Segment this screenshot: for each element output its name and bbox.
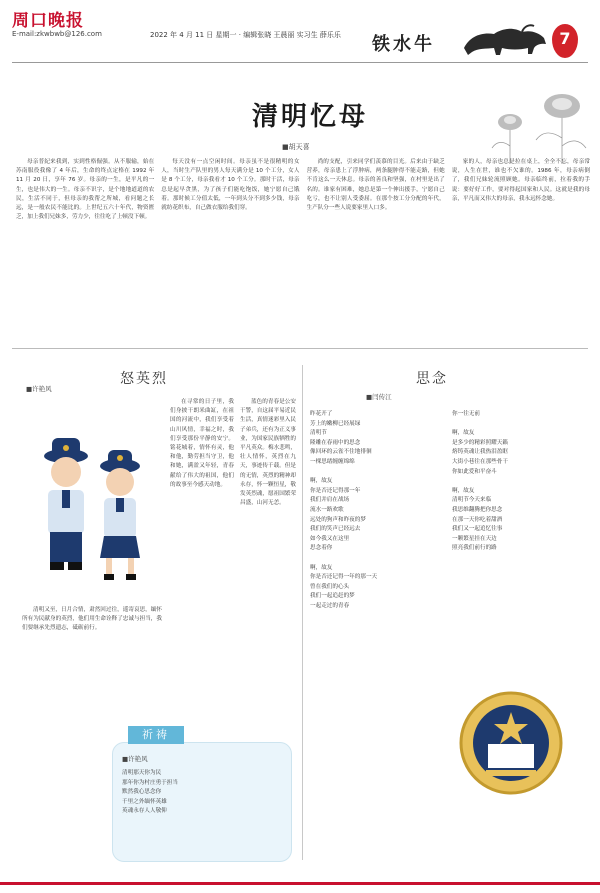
masthead-logo: 周口晚报	[12, 11, 84, 31]
prayer-title: 祈祷	[128, 726, 184, 744]
editor-email: E-mail:zkwbwb@126.com	[12, 30, 102, 38]
page-header	[0, 0, 600, 64]
article-column-1: 母亲普紀来我到，实到性格倔强。从不服输，始在苏南服役我像了 4 年后，生命的终点定格在 1992 年 11 月 20 日，享年 76 岁。母亲的一生，是平凡的一生，也是伟大的一生。母亲不识字，是个地地道道的农民，生活不同于，但母亲的我帮之所城，看问题之长远，是一般农民不能比的。上世纪五六十年代，物资匮乏，加上我们兄妹多，劳力少，往往吃了上顿没下顿。	[16, 159, 155, 221]
chrysanthemum-icon	[470, 68, 590, 168]
police-emblem-icon	[456, 688, 566, 798]
poem2-column-2: 你一往无前 啊，故友 是多少的精彩照耀天籁 熔铸英魂让我热泪盈眶 大街小巷往在那些骨干 你如此爱和平奋斗 啊，故友 清明节今天来临 我思维翻腾把你思念 在那一天你吃着甜酒 我们又一起追忆往事 一颗繁星挂在天边 照亮我们前行的路	[452, 411, 508, 552]
dateline: 2022 年 4 月 11 日 星期一 · 编辑张晓 王晨丽 实习生 薛乐乐	[150, 31, 341, 39]
poem2-byline: ■闫传江	[366, 393, 392, 401]
prayer-byline: ■许艳风	[122, 755, 148, 763]
poem1-column-2: 蓝色的青春是公安干警，自这届平易近民生活，真情迷彩里入民子弟兵，还有为正义事业，为国家民族牺牲的平凡英众。梅水悲鸣，壮人情怀，英烈在九天，事迹传千载。但是的无情，英烈的精神却永存，怀一颗恒星，敬发英烈魂，愿祖国繁荣昌盛，山河无恙。	[240, 399, 296, 507]
page-number-badge: 7	[552, 24, 578, 58]
column-divider	[302, 365, 303, 860]
article-column-3: 尚的支配，引来同学们羡慕的目光。后来由于缺乏营养，母亲患上了浮肿病，两条腿肿得不能走路，但她不肯这么一天休息。母亲的善良和坚强，在村里是出了名的。谁家有困难，她总是第一个伸出援手，宁愿自己吃亏，也不让别人受委屈。在那个按工分分配的年代，生产队分一些人说要家里人口多。	[306, 159, 445, 212]
prayer-text: 清明那天你为民 那年你为村庄勇于担当 默然我心思念你 千里之外缅怀英雄 英魂永存人人敬仰	[122, 770, 178, 815]
article-title: 清明忆母	[251, 102, 368, 132]
article-byline: ■胡天喜	[282, 143, 310, 151]
poem2-title: 思念	[416, 371, 448, 387]
bull-silhouette-icon	[460, 18, 550, 58]
section-title: 铁水牛	[372, 34, 435, 55]
header-divider	[12, 62, 588, 63]
poem1-byline: ■许艳风	[26, 385, 52, 393]
article-body	[16, 158, 590, 343]
poem1-column-1: 在寻常的日子里，我们身披干朗米曲缸，在祖国的河流中，我们享受着山川风情，幸福之时，我们享受那份平静的安宁。铭花城着，情怀有灵，他和他，勤劳担当守卫，他和她，满盈又年轻，青春献给了伟大的祖国，他们的故事至今感天动地。	[170, 399, 234, 488]
poem2-column-1: 昨花开了 芳上的嫩柳已经展绿 清明节 隆雕在春雨中的思念 像回环的云雀不住地徘徊 一棵思绪缠缠绵绵 啊，故友 你是否还记得那一年 我们并肩在战场 流水一路欢歌 远处的狗声和昨夜的梦 我们的笑声已经远去 如今我又在这里 思念着你 啊，故友 你是否还记得一年的那一天 曾在我们的心头 我们一起追赶的梦 一起走过的青春	[310, 411, 378, 609]
article-column-4: 家的人，母亲也总是拉在桌上，全全不忘，母亲常说，人生在世，谁也不欠谁的。1986 年，母亲病倒了，我们兄妹轮流照顾她。母亲临终前，拉着我的手说：要好好工作，要对得起国家和人民。这就是我的母亲，平凡而又伟大的母亲，我永远怀念她。	[451, 159, 590, 202]
article-column-2: 每天没有一点空闲时间。母亲虽不是很精明的女人，当时生产队里的男人每天满分是 10 个工分，女人是 8 个工分，母亲我看才 10 个工分。那时干活，母亲总是起早贪黑，为了孩子们能吃饱饭，她宁愿自己饿着。那时候工分值太低，一年到头分不到多少钱，母亲就纺花织布，自己做衣服给我们穿。	[161, 159, 300, 212]
footer-bar	[0, 882, 600, 885]
police-figures-illustration	[22, 398, 162, 588]
poem1-title: 怒英烈	[120, 371, 168, 387]
section-divider	[12, 348, 588, 349]
poem1-under-image-text: 清明又至，日月合情，肃然回过往，遥寄哀思，缅怀所有为民献身的英烈，他们用生命诠释了忠诚与担当，我们要继承先烈遗志，砥砺前行。	[22, 607, 162, 632]
